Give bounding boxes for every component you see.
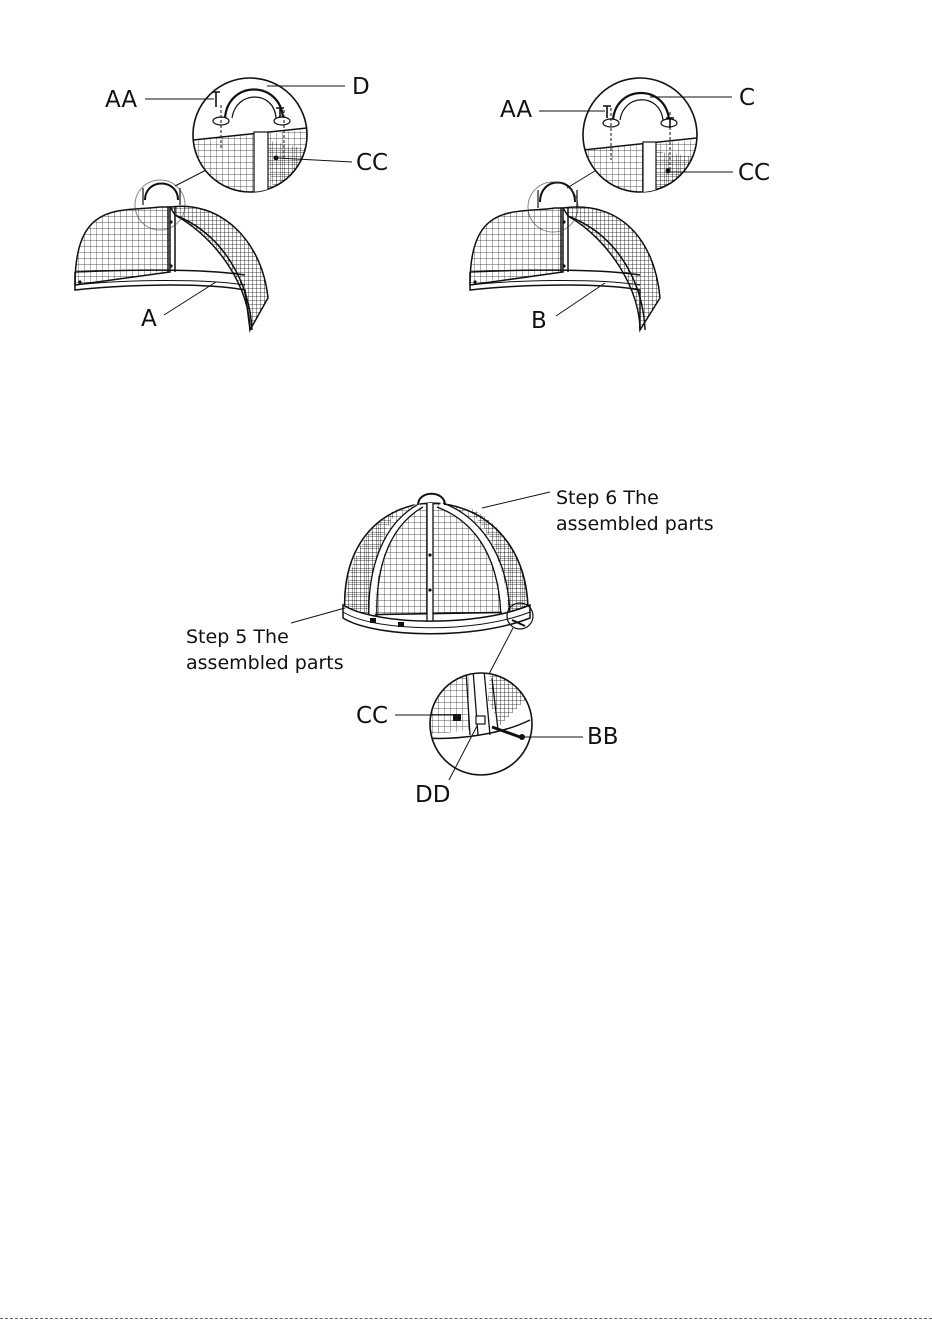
label-cc-bottom: CC (356, 703, 389, 729)
label-step5: Step 5 The assembled parts (186, 626, 344, 674)
label-cc-right: CC (738, 160, 771, 186)
label-d: D (352, 74, 370, 100)
leader-b (556, 283, 605, 316)
dome-panel-b (470, 207, 660, 330)
leader-step5 (291, 608, 345, 623)
label-b: B (531, 308, 547, 334)
label-a: A (141, 306, 157, 332)
zoom-detail-bottom (425, 670, 532, 775)
figure-left (75, 78, 352, 330)
leader-a (164, 282, 216, 315)
label-cc-left: CC (356, 150, 389, 176)
dome-panel-a (75, 206, 268, 330)
label-step6: Step 6 The assembled parts (556, 487, 714, 535)
zoom-detail-left (193, 78, 310, 200)
label-dd: DD (415, 782, 451, 808)
label-aa-left: AA (105, 87, 138, 113)
page-bottom-rule (0, 1318, 932, 1319)
leader-step6 (482, 492, 550, 508)
label-aa-right: AA (500, 97, 533, 123)
assembled-dome (343, 494, 533, 634)
label-bb: BB (587, 724, 619, 750)
label-c: C (739, 85, 756, 111)
